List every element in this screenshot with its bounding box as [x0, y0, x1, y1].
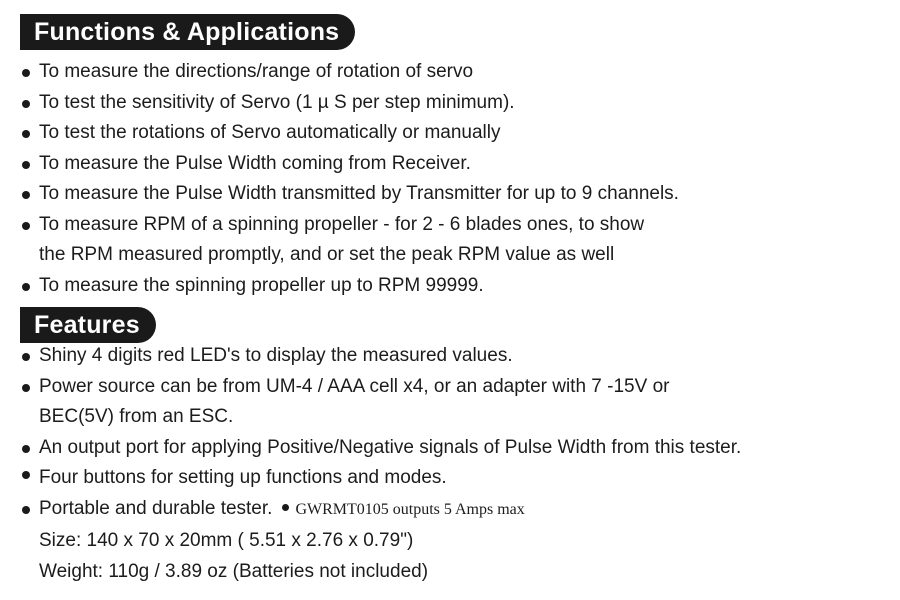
item-text: Power source can be from UM-4 / AAA cell x4, or an adapter with 7 -15V or — [39, 375, 670, 397]
item-text: To measure the directions/range of rotation of servo — [39, 61, 474, 82]
bullet-icon — [22, 471, 30, 479]
item-text: To test the sensitivity of Servo (1 µ S per step minimum). — [39, 91, 515, 113]
features-size-line: Size: 140 x 70 x 20mm ( 5.51 x 2.76 x 0.79") — [39, 530, 414, 551]
features-section-title: Features — [20, 307, 156, 343]
features-weight-line: Weight: 110g / 3.89 oz (Batteries not included) — [39, 561, 429, 582]
item-text: Four buttons for setting up functions and modes. — [39, 467, 447, 488]
bullet-icon — [22, 69, 30, 77]
bullet-icon — [282, 504, 289, 511]
features-item-output-port — [20, 433, 880, 464]
item-text: To test the rotations of Servo automatically or manually — [39, 122, 501, 143]
item-text: Portable and durable tester. — [39, 497, 273, 519]
functions-item-propeller-rpm — [20, 210, 880, 271]
functions-item-transmitter-pulse — [20, 179, 880, 210]
item-text: To measure the spinning propeller up to RPM 99999. — [39, 274, 484, 296]
inline-note-text: GWRMT0105 outputs 5 Amps max — [295, 500, 525, 518]
functions-item-sensitivity — [20, 88, 880, 119]
bullet-icon — [22, 222, 30, 230]
features-item-led-display — [20, 341, 880, 372]
bullet-icon — [22, 283, 30, 291]
features-item-portable — [20, 494, 880, 526]
features-item-power-source — [20, 372, 880, 433]
functions-item-rotation-test — [20, 118, 880, 149]
inline-note — [282, 501, 524, 518]
item-text-wrapper — [39, 494, 880, 526]
item-text: To measure RPM of a spinning propeller - for 2 - 6 blades ones, to show — [39, 213, 645, 235]
bullet-icon — [22, 384, 30, 392]
item-text: An output port for applying Positive/Negative signals of Pulse Width from this tester. — [39, 436, 742, 458]
item-text-continued: the RPM measured promptly, and or set the peak RPM value as well — [39, 244, 615, 265]
functions-list — [20, 57, 880, 301]
features-list — [20, 341, 880, 587]
functions-item-rotation-range — [20, 57, 880, 88]
bullet-icon — [22, 506, 30, 514]
item-text: To measure the Pulse Width transmitted by Transmitter for up to 9 channels. — [39, 183, 679, 204]
bullet-icon — [22, 161, 30, 169]
bullet-icon — [22, 130, 30, 138]
features-item-buttons — [20, 463, 880, 494]
item-text-continued: BEC(5V) from an ESC. — [39, 406, 234, 427]
functions-item-max-rpm — [20, 271, 880, 302]
item-text: To measure the Pulse Width coming from Receiver. — [39, 152, 471, 174]
functions-item-receiver-pulse — [20, 149, 880, 180]
bullet-icon — [22, 100, 30, 108]
item-text: Shiny 4 digits red LED's to display the measured values. — [39, 345, 513, 366]
bullet-icon — [22, 445, 30, 453]
bullet-icon — [22, 191, 30, 199]
bullet-icon — [22, 353, 30, 361]
functions-section-title: Functions & Applications — [20, 14, 355, 50]
